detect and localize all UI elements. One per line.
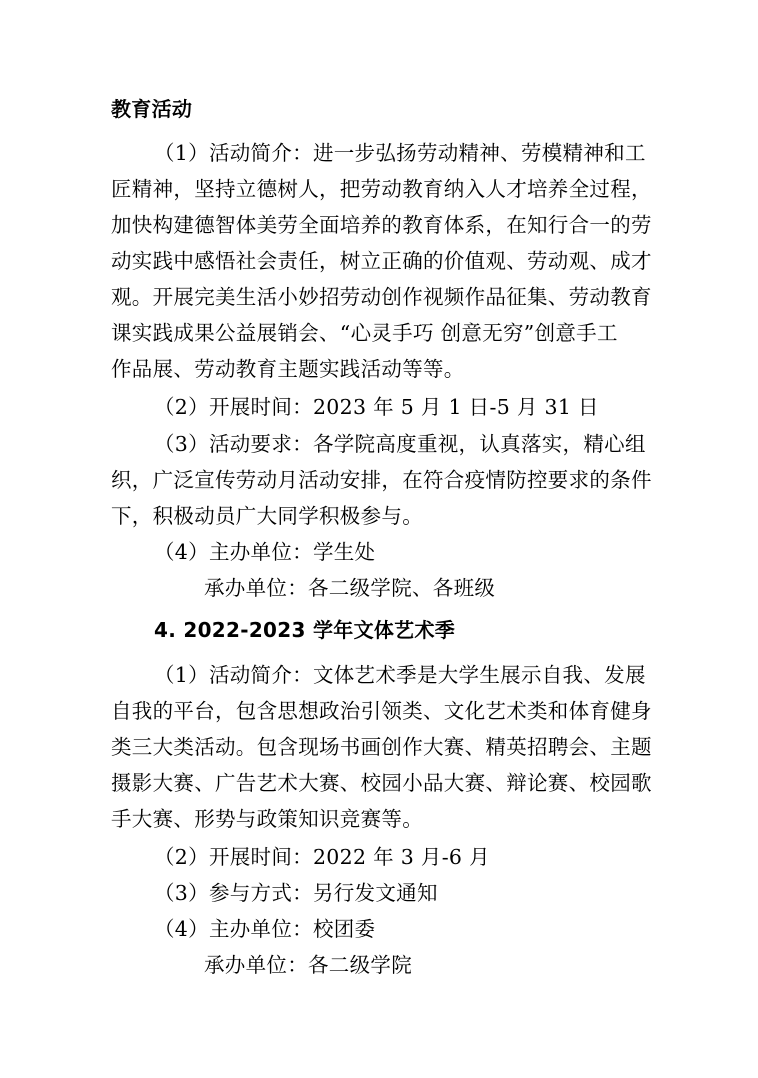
section4-organizer: （4）主办单位：校团委 [154,917,376,941]
section3-intro-line-4: 动实践中感悟社会责任，树立正确的价值观、劳动观、成才 [111,249,652,273]
section4-participation: （3）参与方式：另行发文通知 [154,881,438,905]
section3-organizer: （4）主办单位：学生处 [154,540,376,564]
section3-intro-line-1: （1）活动简介：进一步弘扬劳动精神、劳模精神和工 [154,141,646,165]
section4-intro-line-2: 自我的平台，包含思想政治引领类、文化艺术类和体育健身 [111,699,652,723]
section4-co-organizer: 承办单位：各二级学院 [204,953,412,977]
section3-requirement-line-1: （3）活动要求：各学院高度重视，认真落实，精心组 [154,432,646,456]
section4-time: （2）开展时间：2022 年 3 月-6 月 [154,845,490,869]
section3-intro-line-2: 匠精神，坚持立德树人，把劳动教育纳入人才培养全过程， [111,177,652,201]
section3-title: 教育活动 [111,97,193,121]
section3-intro-line-5: 观。开展完美生活小妙招劳动创作视频作品征集、劳动教育 [111,285,652,309]
section3-co-organizer: 承办单位：各二级学院、各班级 [204,576,496,600]
section3-requirement-line-3: 下，积极动员广大同学积极参与。 [111,504,423,528]
section3-intro-line-6: 课实践成果公益展销会、“心灵手巧 创意无穷”创意手工 [111,321,618,345]
section3-requirement-line-2: 织，广泛宣传劳动月活动安排，在符合疫情防控要求的条件 [111,468,652,492]
section4-title: 4. 2022-2023 学年文体艺术季 [154,618,456,642]
section3-intro-line-3: 加快构建德智体美劳全面培养的教育体系，在知行合一的劳 [111,213,652,237]
section3-time: （2）开展时间：2023 年 5 月 1 日-5 月 31 日 [154,395,599,419]
section4-intro-line-4: 摄影大赛、广告艺术大赛、校园小品大赛、辩论赛、校园歌 [111,771,652,795]
section4-intro-line-3: 类三大类活动。包含现场书画创作大赛、精英招聘会、主题 [111,735,652,759]
section4-intro-line-5: 手大赛、形势与政策知识竞赛等。 [111,807,423,831]
section3-intro-line-7: 作品展、劳动教育主题实践活动等等。 [111,357,465,381]
section4-intro-line-1: （1）活动简介：文体艺术季是大学生展示自我、发展 [154,663,646,687]
